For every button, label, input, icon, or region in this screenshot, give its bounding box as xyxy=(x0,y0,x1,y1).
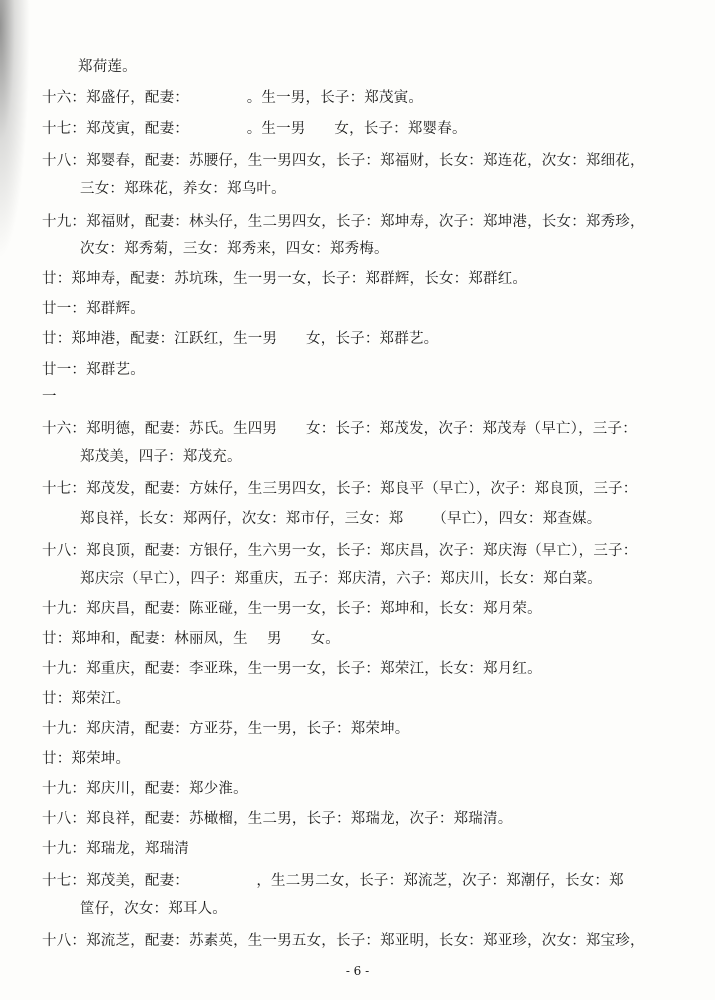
text-line: 十七：郑茂寅，配妻： 。生一男 女，长子：郑婴春。 xyxy=(42,121,467,137)
text-line: 次女：郑秀菊，三女：郑秀来，四女：郑秀梅。 xyxy=(80,241,389,257)
text-line: 三女：郑珠花，养女：郑乌叶。 xyxy=(80,181,286,197)
text-line: 十八：郑流芝，配妻：苏素英，生一男五女，长子：郑亚明，长女：郑亚珍，次女：郑宝珍， xyxy=(42,933,645,949)
text-line: 十九：郑庆清，配妻：方亚芬，生一男，长子：郑荣坤。 xyxy=(42,721,410,737)
text-line: 十九：郑庆川，配妻：郑少淮。 xyxy=(42,781,248,797)
text-line: 郑荷莲。 xyxy=(78,59,137,75)
text-line: 廿：郑坤寿，配妻：苏坑珠，生一男一女，长子：郑群辉，长女：郑群红。 xyxy=(42,271,528,287)
text-line: 十九：郑福财，配妻：林头仔，生二男四女，长子：郑坤寿，次子：郑坤港，长女：郑秀珍， xyxy=(42,214,645,230)
text-line: 十六：郑盛仔，配妻： 。生一男，长子：郑茂寅。 xyxy=(42,90,424,106)
text-line: 十八：郑婴春，配妻：苏腰仔，生一男四女，长子：郑福财，长女：郑连花，次女：郑细花， xyxy=(42,153,645,169)
page-number: - 6 - xyxy=(345,964,370,978)
text-line: 十六：郑明德，配妻：苏氏。生四男 女：长子：郑茂发，次子：郑茂寿（早亡），三子： xyxy=(42,421,637,437)
text-line: 廿：郑坤港，配妻：江跃红，生一男 女，长子：郑群艺。 xyxy=(42,331,439,347)
text-line: 筐仔，次女：郑耳人。 xyxy=(80,901,227,917)
text-line: 十七：郑茂发，配妻：方妹仔，生三男四女，长子：郑良平（早亡），次子：郑良顶，三子： xyxy=(42,481,638,497)
text-line: 十九：郑庆昌，配妻：陈亚碰，生一男一女，长子：郑坤和，长女：郑月荣。 xyxy=(42,601,542,617)
text-line: 廿：郑坤和，配妻：林丽凤，生 男 女。 xyxy=(42,631,340,647)
text-line: 一 xyxy=(42,389,57,405)
text-line: 十八：郑良顶，配妻：方银仔，生六男一女，长子：郑庆昌，次子：郑庆海（早亡），三子： xyxy=(42,543,638,559)
text-line: 廿一：郑群艺。 xyxy=(42,362,145,378)
text-line: 十七：郑茂美，配妻： ，生二男二女，长子：郑流芝，次子：郑潮仔，长女：郑 xyxy=(42,873,624,889)
text-line: 廿：郑荣江。 xyxy=(42,691,131,707)
text-line: 廿：郑荣坤。 xyxy=(42,751,131,767)
text-line: 十九：郑瑞龙，郑瑞清 xyxy=(42,841,189,857)
text-line: 十九：郑重庆，配妻：李亚珠，生一男一女，长子：郑荣江，长女：郑月红。 xyxy=(42,661,542,677)
text-line: 十八：郑良祥，配妻：苏橄榴，生二男，长子：郑瑞龙，次子：郑瑞清。 xyxy=(42,811,513,827)
text-line: 廿一：郑群辉。 xyxy=(42,301,145,317)
scan-shadow xyxy=(0,0,30,260)
text-line: 郑良祥，长女：郑两仔，次女：郑市仔，三女：郑 （早亡），四女：郑查媒。 xyxy=(80,511,602,527)
text-line: 郑茂美，四子：郑茂充。 xyxy=(80,449,242,465)
text-line: 郑庆宗（早亡），四子：郑重庆，五子：郑庆清，六子：郑庆川，长女：郑白菜。 xyxy=(80,571,602,587)
